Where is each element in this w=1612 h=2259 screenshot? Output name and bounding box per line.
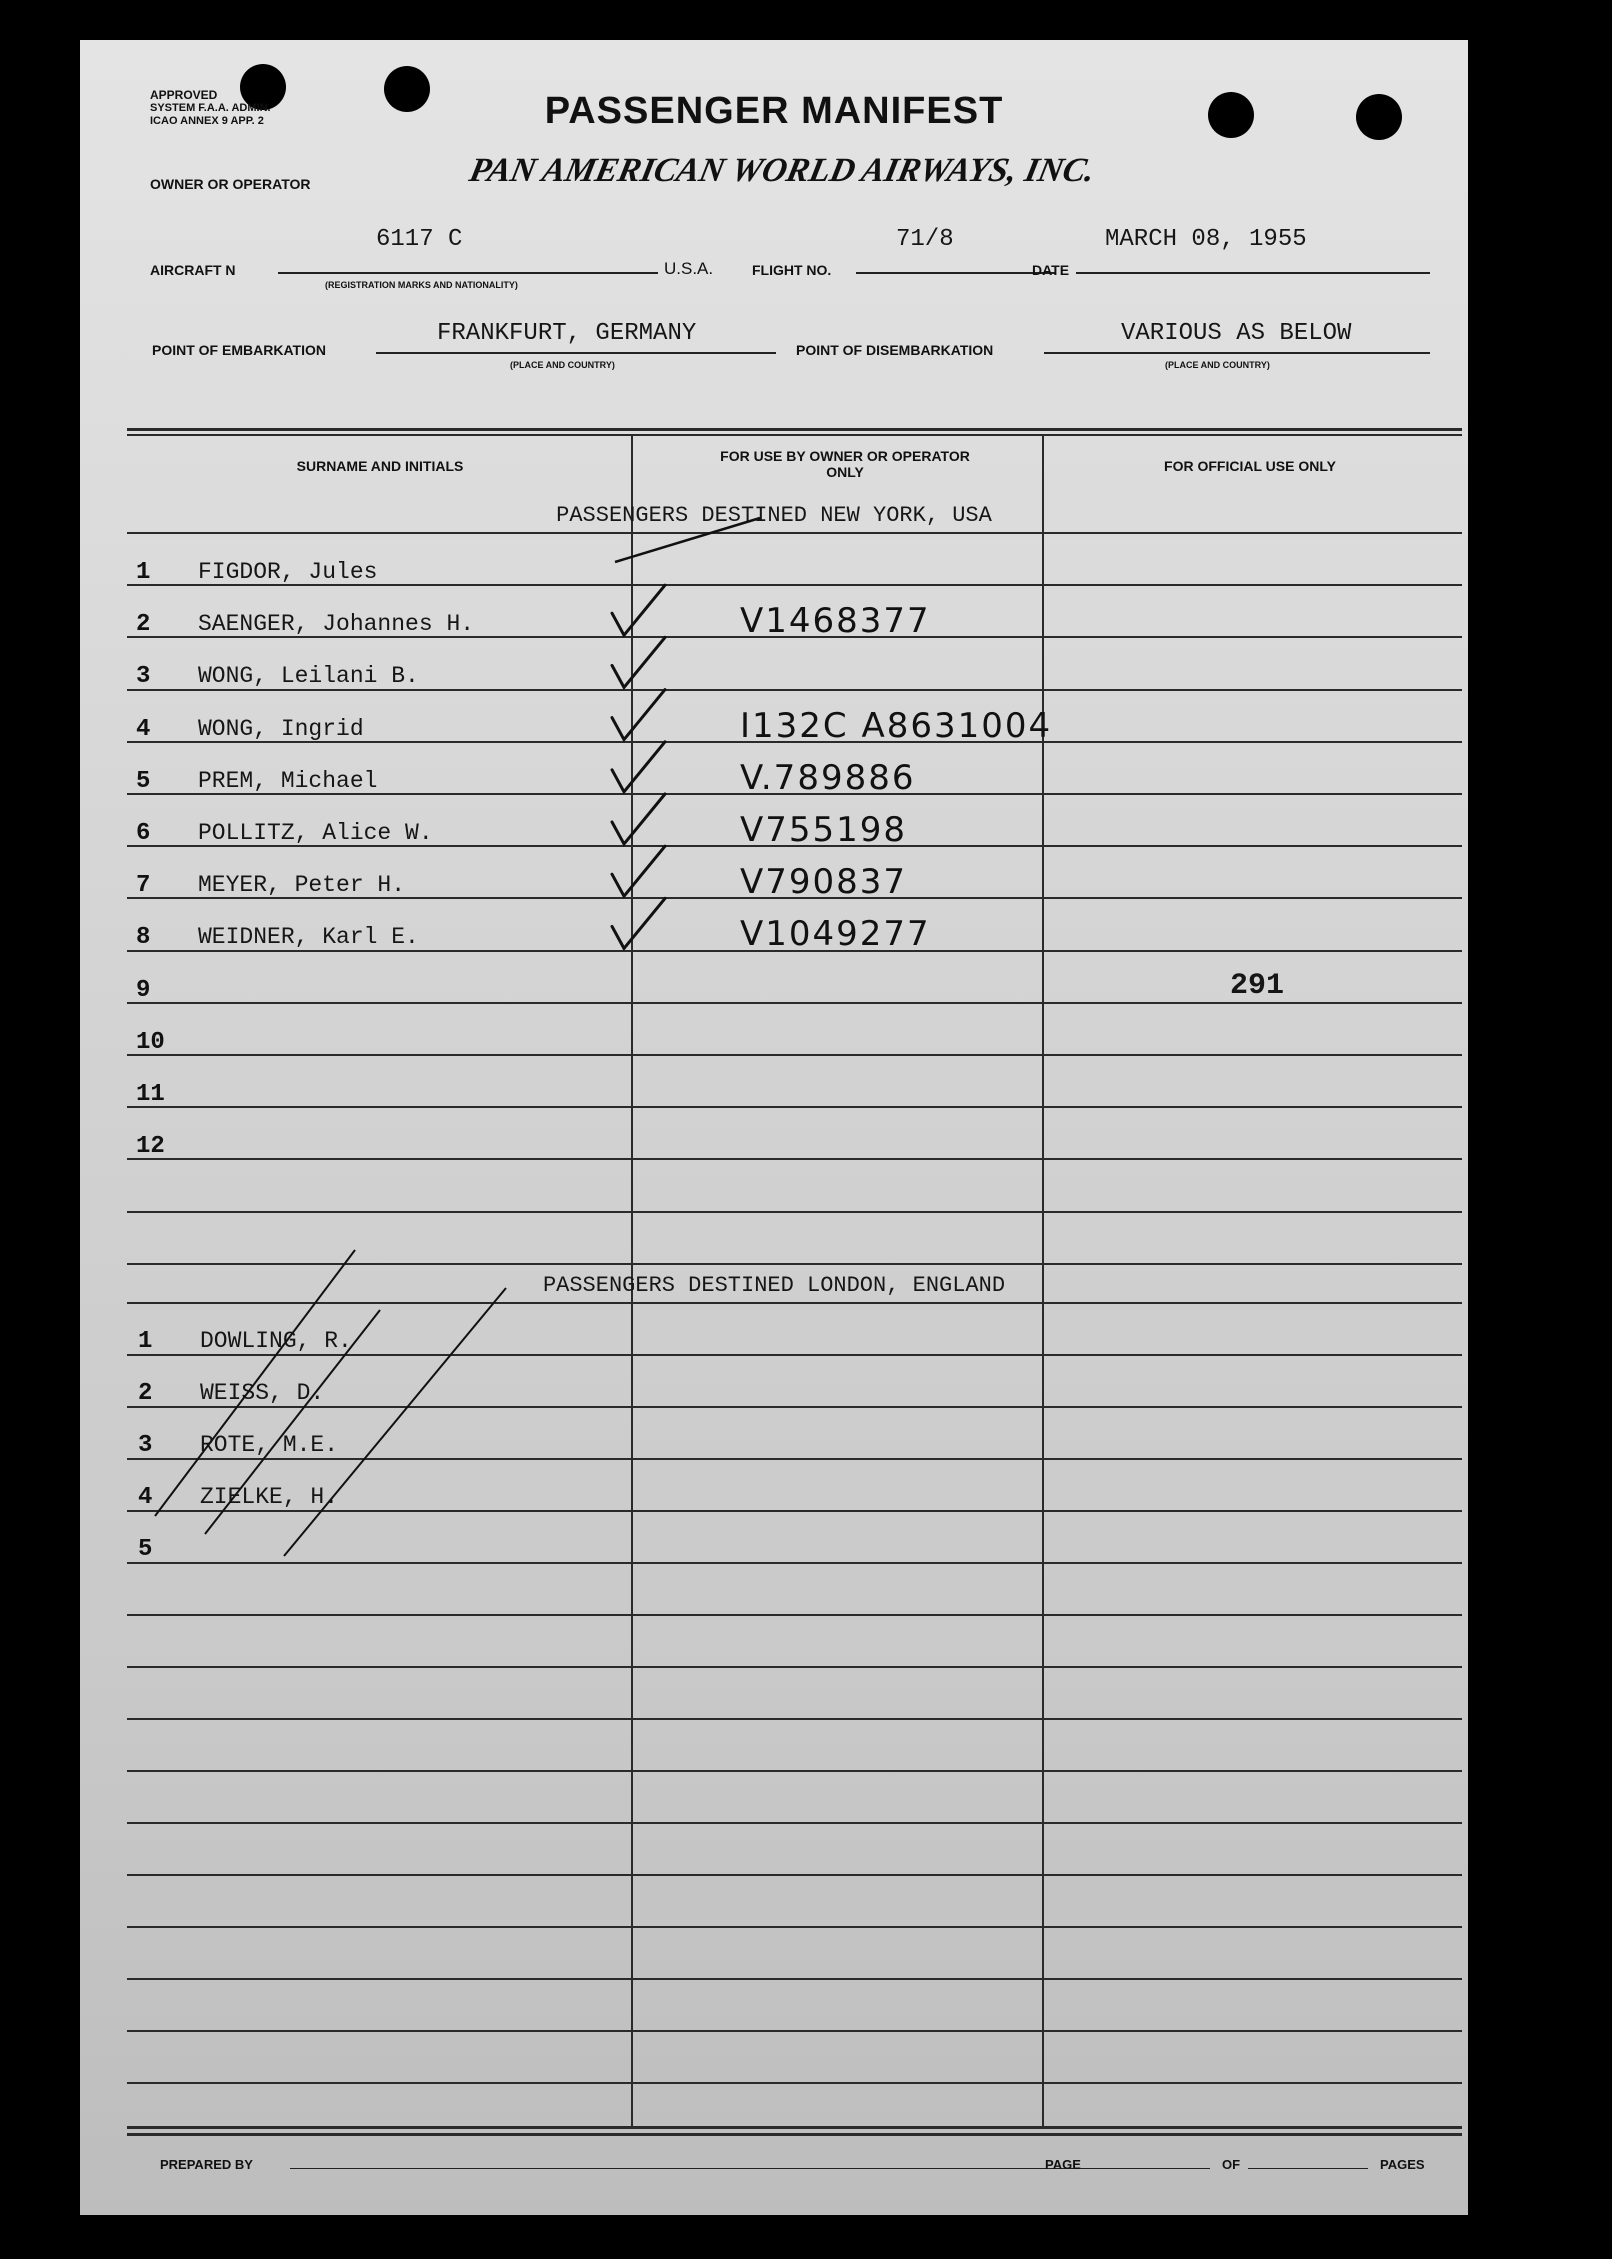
table-bottom-rule — [127, 2126, 1462, 2129]
column-header-owner: FOR USE BY OWNER OR OPERATOR ONLY — [720, 448, 970, 480]
disembarkation-label: POINT OF DISEMBARKATION — [796, 342, 994, 358]
disembarkation-value: VARIOUS AS BELOW — [1121, 320, 1352, 347]
handwriting-layer — [80, 40, 1468, 2215]
passenger-name: POLLITZ, Alice W. — [198, 820, 433, 846]
strike-line — [284, 1288, 506, 1556]
prepared-by-label: PREPARED BY — [160, 2157, 253, 2172]
handwritten-note: I132C A8631004 — [740, 706, 1053, 746]
strike-line — [615, 518, 760, 562]
row-number: 4 — [136, 716, 151, 743]
check-mark-icon — [612, 898, 665, 948]
column-header-official: FOR OFFICIAL USE ONLY — [1164, 458, 1336, 474]
disembarkation-sub-label: (PLACE AND COUNTRY) — [1165, 360, 1270, 370]
prepared-by-line — [290, 2168, 1120, 2169]
row-number: 1 — [136, 559, 151, 586]
aircraft-value: 6117 C — [376, 226, 463, 253]
passenger-name: ZIELKE, H. — [200, 1484, 339, 1510]
approval-line: SYSTEM F.A.A. ADMIN. — [150, 102, 271, 114]
passenger-name: PREM, Michael — [198, 768, 378, 794]
date-value: MARCH 08, 1955 — [1105, 226, 1307, 253]
column-header-surname: SURNAME AND INITIALS — [296, 458, 464, 474]
section-heading-new-york: PASSENGERS DESTINED NEW YORK, USA — [556, 503, 992, 528]
flight-label: FLIGHT NO. — [752, 262, 832, 278]
strike-line — [205, 1310, 380, 1534]
page-title: PASSENGER MANIFEST — [544, 90, 1004, 132]
check-mark-icon — [612, 690, 665, 740]
handwritten-note: V1049277 — [740, 914, 931, 954]
of-label: OF — [1222, 2157, 1241, 2172]
embarkation-value: FRANKFURT, GERMANY — [437, 320, 697, 347]
owner-label: OWNER OR OPERATOR — [150, 176, 311, 192]
check-mark-icon — [612, 585, 665, 635]
row-number: 3 — [138, 1432, 153, 1459]
of-line — [1248, 2168, 1368, 2169]
handwritten-note: V.789886 — [740, 758, 916, 798]
passenger-name: WONG, Leilani B. — [198, 663, 419, 689]
row-number: 9 — [136, 977, 151, 1004]
passenger-name: WEISS, D. — [200, 1380, 325, 1406]
passenger-name: WONG, Ingrid — [198, 716, 364, 742]
section-heading-london: PASSENGERS DESTINED LONDON, ENGLAND — [542, 1273, 1006, 1298]
row-number: 11 — [136, 1081, 165, 1108]
check-mark-icon — [612, 637, 665, 687]
manifest-sheet — [80, 40, 1468, 2215]
approval-line: APPROVED — [150, 88, 218, 102]
handwritten-note: V755198 — [740, 810, 908, 850]
row-number: 6 — [136, 820, 151, 847]
passenger-name: FIGDOR, Jules — [198, 559, 378, 585]
row-number: 7 — [136, 872, 151, 899]
row-number: 10 — [136, 1029, 165, 1056]
passenger-name: ROTE, M.E. — [200, 1432, 339, 1458]
row-number: 2 — [136, 611, 151, 638]
row-number: 3 — [136, 663, 151, 690]
row-number: 5 — [136, 768, 151, 795]
passenger-name: DOWLING, R. — [200, 1328, 352, 1354]
aircraft-label: AIRCRAFT N — [150, 262, 236, 278]
passenger-name: SAENGER, Johannes H. — [198, 611, 475, 637]
embarkation-sub-label: (PLACE AND COUNTRY) — [510, 360, 615, 370]
row-number: 4 — [138, 1484, 153, 1511]
check-mark-icon — [612, 794, 665, 844]
aircraft-sub-label: (REGISTRATION MARKS AND NATIONALITY) — [325, 280, 518, 290]
embarkation-label: POINT OF EMBARKATION — [152, 342, 326, 358]
check-mark-icon — [612, 846, 665, 896]
handwritten-note: V790837 — [740, 862, 908, 902]
handwritten-note: V1468377 — [740, 601, 931, 641]
date-label: DATE — [1032, 262, 1070, 278]
airline-name: PAN AMERICAN WORLD AIRWAYS, INC. — [466, 152, 1099, 189]
approval-line: ICAO ANNEX 9 APP. 2 — [150, 115, 264, 127]
pages-label: PAGES — [1380, 2157, 1425, 2172]
passenger-name: MEYER, Peter H. — [198, 872, 406, 898]
row-number: 1 — [138, 1328, 153, 1355]
flight-value: 71/8 — [896, 226, 954, 253]
page-line — [1090, 2168, 1210, 2169]
strike-line — [155, 1250, 355, 1516]
country-value: U.S.A. — [664, 259, 714, 278]
row-number: 8 — [136, 924, 151, 951]
passenger-name: WEIDNER, Karl E. — [198, 924, 419, 950]
row-number: 2 — [138, 1380, 153, 1407]
row-number: 5 — [138, 1536, 153, 1563]
table-bottom-rule — [127, 2133, 1462, 2135]
page-label: PAGE — [1045, 2157, 1081, 2172]
official-note: 291 — [1230, 969, 1285, 1003]
row-number: 12 — [136, 1133, 165, 1160]
check-mark-icon — [612, 742, 665, 792]
